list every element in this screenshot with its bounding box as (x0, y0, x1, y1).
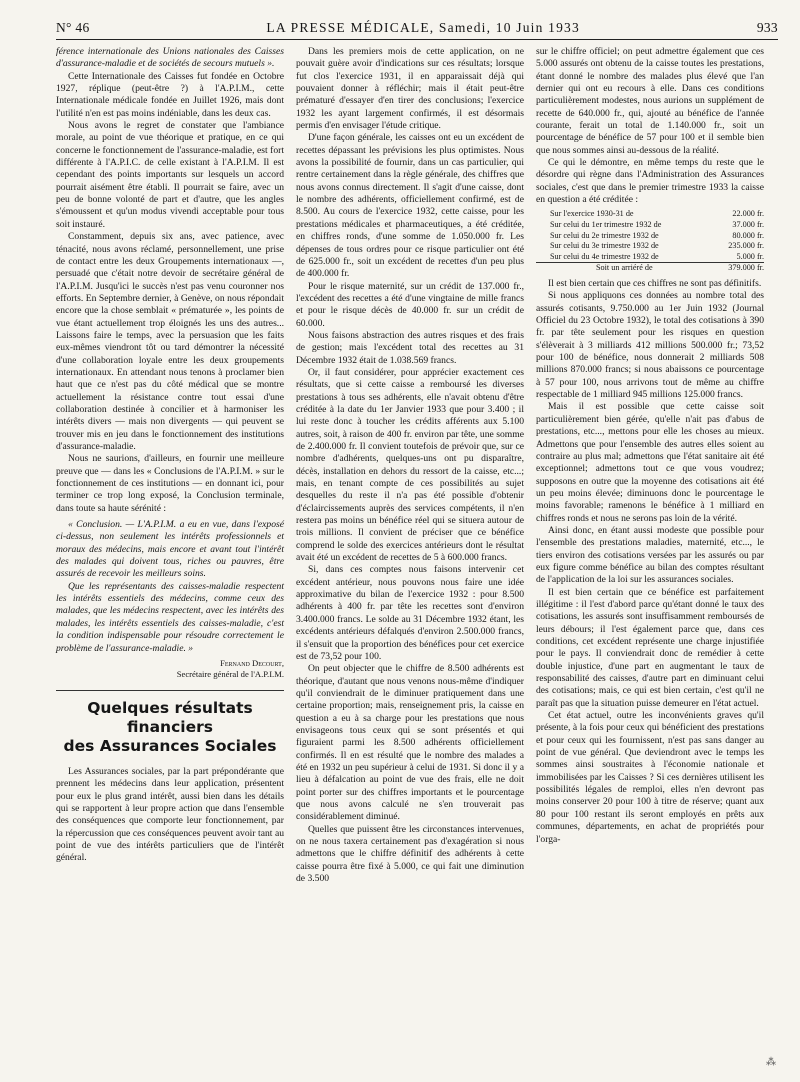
paragraph: Si nous appliquons ces données au nombre total des assurés cotisants, 9.750.000 au 1er Juin 1932 (Journal Officiel du 23 Octobre 1932), le total des cotisations à 390 fr. par tête seulement pour les risques en question s'élèverait à 3 milliards 412 millions 500.000 fr.; 73,52 pour 100 de bénéfice, nous donnerait 2 milliards 508 millions 870.000 francs; si nous abaissons ce pourcentage à 57 pour 100, nous arrivons tout de même au chiffre respectable de 1 milliard 945 millions 125.000 francs. (536, 290, 764, 401)
page-ornament: ⁂ (766, 1057, 776, 1068)
table-row-label: Sur celui du 3e trimestre 1932 de (550, 241, 659, 251)
section-divider (56, 690, 284, 691)
paragraph: Nous faisons abstraction des autres risques et des frais de gestion; mais l'excédent total des recettes au 31 Décembre 1932 était de 1.038.569 francs. (296, 329, 524, 366)
table-row-value: 37.000 fr. (732, 220, 764, 230)
table-total-value: 379.000 fr. (713, 263, 764, 274)
table-row (536, 231, 764, 242)
page-number: 933 (756, 20, 778, 35)
table-row-value: 80.000 fr. (732, 230, 764, 240)
table-total-label: Soit un arriéré de (536, 263, 713, 274)
table-row-value: 235.000 fr. (728, 241, 764, 251)
table-row (536, 220, 764, 231)
paragraph: Nous avons le regret de constater que l'ambiance morale, au point de vue théorique et pratique, en ce qui concerne le fonctionnement de l'assurance-maladie, est fort différente à l'A.P.I.C. de celle existant à l'A.P.I.M. Il est cependant des points importants sur lesquels un accord pourrait aisément être établi. Il pourrait se faire, avec un peu de bonne volonté de part et d'autre, que les angles s'émoussent et qu'un modus vivendi acceptable pour tous soit instauré. (56, 120, 284, 230)
paragraph: On peut objecter que le chiffre de 8.500 adhérents est théorique, d'autant que nous venons nous-même d'indiquer qu'il conviendrait de le diminuer pratiquement dans une certaine proportion; mais, renseignement pris, la caisse en question a eu à sa charge pour les prestations que nous envisageons tous ceux qui se sont présentés et qui figuraient parmi les 8.500 adhérents officiellement confirmés. Il en est résulté que le nombre des malades a été en 1932 un peu supérieur à celui de 1931. Si donc il y a lieu à défalcation au point de vue des frais, elle ne doit point porter sur des chiffres importants et le pourcentage que nous avons calculé ne s'en trouverait pas considérablement diminué. (296, 663, 524, 823)
paragraph: D'une façon générale, les caisses ont eu un excédent de recettes dépassant les prévisions les plus optimistes. Nous avons la possibilité de fournir, dans un cas particulier, qui rentre certainement dans la règle générale, des chiffres que nous avons connus directement. Il s'agit d'une caisse, dont le nombre des adhérents, officiellement confirmé, est de 8.500. Au cours de l'exercice 1932, cette caisse, pour les prestations médicales et pharmaceutiques, a été créditée, en chiffres ronds, d'une somme de 1.050.000 fr. Les dépenses de tous ordres pour ce risque particulier ont été de 625.000 fr., soit un excédent de recettes d'un peu plus de 400.000 fr. (296, 132, 524, 280)
table-row-value: 22.000 fr. (732, 209, 764, 219)
paragraph: Pour le risque maternité, sur un crédit de 137.000 fr., l'excédent des recettes a été d'une vingtaine de mille francs et pour le risque décès de 40.000 fr. sur un crédit de 60.000. (296, 280, 524, 329)
issue-number: N° 46 (56, 20, 90, 35)
article-columns (56, 46, 778, 885)
signature-role: Secrétaire général de l'A.P.I.M. (176, 668, 284, 679)
paragraph: Quelles que puissent être les circonstances intervenues, on ne nous taxera certainement pas d'exagération si nous admettons que le chiffre définitif des adhérents à cette caisse pourra être fixé à 5.000, ce qui fait une diminution de 3.500 (296, 823, 524, 885)
paragraph: Cette Internationale des Caisses fut fondée en Octobre 1927, réplique (peut-être ?) à l'A.P.I.M., cette Internationale médicale fondée en Juillet 1926, mais dont l'utilité n'en est pas moins indéniable, dans les deux cas. (56, 70, 284, 119)
paragraph: Si, dans ces comptes nous faisons intervenir cet excédent antérieur, nous pouvons nous faire une idée approximative du bilan de l'exercice 1932 : pour 8.500 adhérents à 400 fr. par tête les recettes sont d'environ 3.400.000 francs. Le solde au 31 Décembre 1932 étant, les excédents antérieurs défalqués d'environ 2.500.000 francs, il s'ensuit que la proportion des bénéfices pour cet exercice est de 73,52 pour 100. (296, 564, 524, 662)
table-row-label: Sur celui du 4e trimestre 1932 de (550, 251, 659, 261)
paragraph: sur le chiffre officiel; on peut admettre également que ces 5.000 assurés ont obtenu de la caisse toutes les prestations, étant donné le nombre des malades plus élevé que l'an dernier qui ont eu recours à elle. Dans ces conditions particulièrement modestes, nous aurions un supplément de recette de 640.000 fr., qui, ajouté au bénéfice de l'année courante, ferait un total de 1.140.000 fr., soit un pourcentage de bénéfice de 57 pour 100 et il semble bien que nous sommes ainsi au-dessous de la réalité. (536, 46, 764, 156)
paragraph: Il est bien certain que ces chiffres ne sont pas définitifs. (548, 278, 762, 290)
paragraph: Dans les premiers mois de cette application, on ne pouvait guère avoir d'indications sur ces résultats; lorsque fut clos l'exercice 1931, il en apparaissait déjà qui pouvaient donner à réfléchir; mais il était peut-être prématuré d'essayer d'en tirer des conclusions; l'exercice 1932 les ayant largement confirmés, il est désormais permis d'en envisager l'étude critique. (296, 46, 524, 132)
table-total-row (536, 263, 764, 274)
paragraph: Nous ne saurions, d'ailleurs, en fournir une meilleure preuve que — dans les « Conclusions de l'A.P.I.M. » sur le fonctionnement de ces institutions — en donnant ici, pour terminer ce trop long exposé, la Conclusion terminale, dans toute sa haute sérénité : (56, 453, 284, 514)
quoted-conclusion: Que les représentants des caisses-maladie respectent les intérêts essentiels des médecins, comme ceux des malades, que les médecins respectent, avec les intérêts des malades, les intérêts essentiels des caisses-maladie, c'est la condition indispensable pour résoudre correctement le problème de l'assurance-maladie. » (56, 580, 284, 654)
paragraph: Cet état actuel, outre les inconvénients graves qu'il présente, à la fois pour ceux qui bénéficient des prestations et pour ceux qui les fournissent, n'est pas sans danger au point de vue général. Que deviendront avec le temps les sommes ainsi soustraites à l'économie nationale et immobilisées par les Caisses ? Si ces dernières utilisent les possibilités légales de remploi, elles n'en devront pas moins conserver 20 pour 100 à titre de réserve; quant aux 80 pour 100 restant ils seront employés en prêts aux communes, départements, en achat de propriétés pour l'orga- (536, 710, 764, 845)
paragraph: Il est bien certain que ce bénéfice est parfaitement illégitime : il l'est d'abord parce qu'étant donné le taux des cotisations, les assurés sont insuffisamment remboursés de leurs débours; il l'est également parce que, dans ces conditions, cet excédent représente une charge injustifiée pour le pays. Il conviendrait donc de remédier à cette double injustice, d'une part en augmentant le taux de responsabilité des caisses, d'autre part en diminuant celui des cotisations; mais, ce qui est bien certain, c'est qu'il ne paraît pas que la situation puisse demeurer en l'état actuel. (536, 586, 764, 709)
paragraph: Constamment, depuis six ans, avec patience, avec ténacité, nous avons réclamé, personnellement, une prise de contact entre les deux Groupements internationaux —, persuadé que c'était notre devoir de secrétaire général de l'A.P.I.M. Jusqu'ici le succès n'est pas venu couronner nos efforts. En Septembre dernier, à Genève, on nous répondait encore que la chose semblait « prématurée », les points de vue étant actuellement trop éloignés les uns des autres... Laissons faire le temps, avec la persuasion que les faits eux-mêmes viendront tôt ou tard démontrer la nécessité d'une collaboration loyale entre les deux groupements internationaux. En attendant nous tenons à proclamer bien haut que ce n'est pas du côté médical que se montre actuellement la résistance contre tout essai d'une collaboration destinée à concilier et à harmoniser les intérêts divers — mais non divergents — qui peuvent se trouver mis en jeu dans le fonctionnement des institutions d'assurance-maladie. (56, 231, 284, 452)
table-row (536, 252, 764, 263)
table-row-value: 5.000 fr. (736, 251, 764, 261)
arrears-table (536, 209, 764, 274)
paragraph: férence internationale des Unions nationales des Caisses d'assurance-maladie et de sociétés de secours mutuels ». (56, 46, 284, 70)
masthead (56, 20, 778, 40)
signature (56, 658, 284, 680)
paragraph: Ainsi donc, en étant aussi modeste que possible pour l'ensemble des prestations maladies, maternité, etc..., le tiers environ des cotisations versées par les assurés ou par eux figure comme bénéfice au bilan des comptes résultant de l'application de la loi sur les assurances sociales. (536, 524, 764, 586)
quoted-conclusion: « Conclusion. — L'A.P.I.M. a eu en vue, dans l'exposé ci-dessus, non seulement les intérêts professionnels et moraux des médecins, mais encore et avant tout l'intérêt des malades qui doivent tous, riches ou pauvres, être assurés de recevoir les meilleurs soins. (56, 519, 284, 580)
section-headline (56, 699, 284, 756)
headline-line-1: Quelques résultats financiers (87, 698, 253, 736)
table-row-label: Sur l'exercice 1930-31 de (550, 209, 634, 219)
paragraph: Les Assurances sociales, par la part prépondérante que prennent les médecins dans leur application, présentent pour eux le plus grand intérêt, aussi bien dans les détails qui se rapportent à leur propre action que dans l'ensemble des conséquences que comporte leur fonctionnement, par la répercussion que ces conséquences peuvent avoir tant au point de vue des intérêts particuliers que de l'intérêt général. (56, 765, 284, 864)
table-row (536, 209, 764, 220)
column-2 (296, 46, 524, 885)
table-row-label: Sur celui du 1er trimestre 1932 de (550, 220, 662, 230)
table-row (536, 241, 764, 252)
paragraph: Ce qui le démontre, en même temps du reste que le désordre qui règne dans l'Administration des Assurances sociales, c'est que dans le premier trimestre 1933 la caisse en question a été créditée : (536, 157, 764, 206)
column-1 (56, 46, 284, 885)
headline-line-2: des Assurances Sociales (63, 736, 277, 755)
paragraph: Or, il faut considérer, pour apprécier exactement ces résultats, que si cette caisse a remboursé les diverses prestations à tous ses adhérents, elle n'avait obtenu d'être créditée à la date du 1er Janvier 1933 que pour 3.400 ; il lui reste donc à toucher les crédits afférents aux 5.100 autres, soit, à raison de 400 fr. environ par tête, une somme de 2.400.000 fr. Il convient toutefois de prévoir que, sur ce nombre d'adhérents, quelques-uns ont pu disparaître, décès, installation en dehors du ressort de la caisse, etc...; mais, en tenant compte de ces possibilités au sujet desquelles du reste il n'a pas été possible d'obtenir d'éclaircissements auprès des services compétents, il n'en restera pas moins un bénéfice réel qui se situera autour de trois millions. Il convient de préciser que ce bénéfice comprend le solde des exercices antérieurs dont le résultat avait été un excédent de recettes de 5 à 600.000 francs. (296, 366, 524, 564)
paragraph: Mais il est possible que cette caisse soit particulièrement bien gérée, qu'elle n'ait pas d'abus de prestations, etc..., mettons pour elle les choses au mieux. Admettons que pour l'ensemble des autres elles soient au contraire au plus mal; admettons que l'état sanitaire ait été exceptionnel; admettons tout ce que vous voudrez; supposons en outre que la moyenne des cotisations ait été un peu moins élevée; diminuons donc le pourcentage le moins favorable; ramenons le bénéfice à 1 milliard en chiffres ronds et nous ne serons pas loin de la vérité. (536, 401, 764, 524)
table-row-label: Sur celui du 2e trimestre 1932 de (550, 230, 659, 240)
column-3 (536, 46, 764, 885)
signature-name: Fernand Decourt, (220, 657, 284, 668)
journal-title: LA PRESSE MÉDICALE, Samedi, 10 Juin 1933 (266, 20, 580, 35)
